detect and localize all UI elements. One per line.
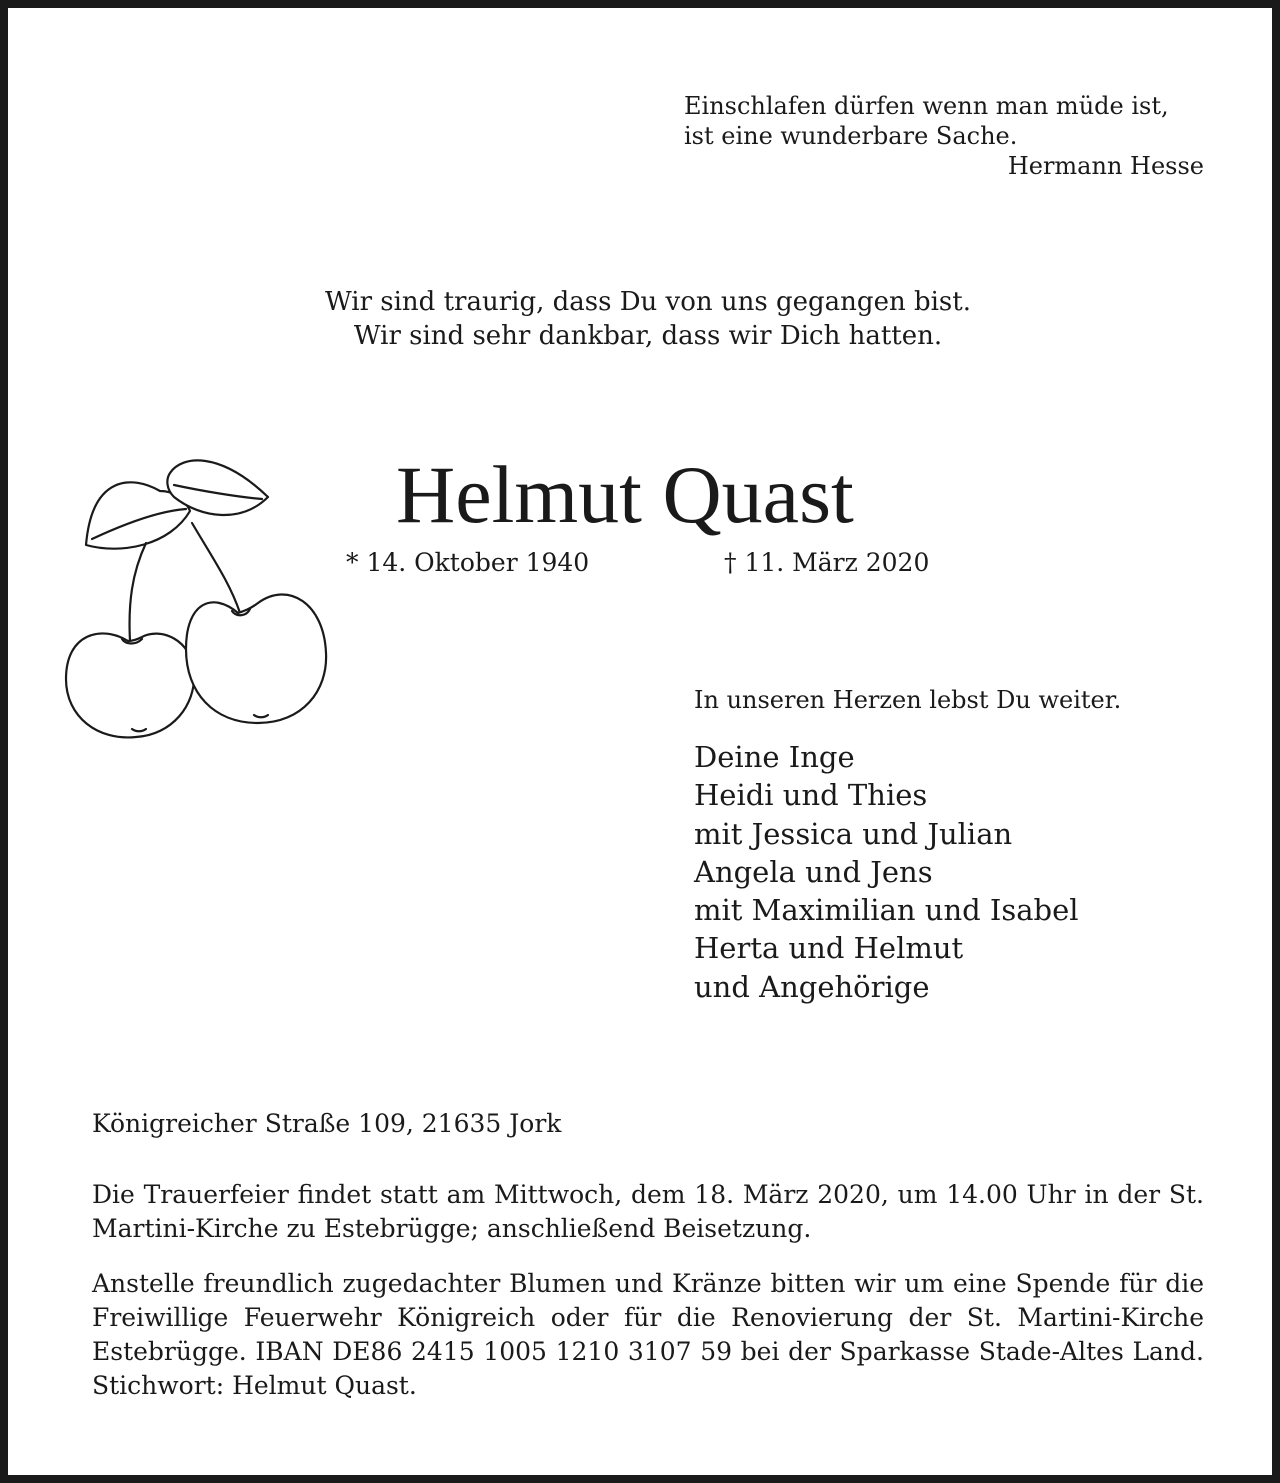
deceased-name: Helmut Quast [396,449,854,540]
funeral-notice: Die Trauerfeier findet statt am Mittwoch, dem 18. März 2020, um 14.00 Uhr in der St. Martini-Kirche zu Estebrügge; anschließend Beisetzung. [92,1180,1204,1243]
family-member: mit Maximilian und Isabel [694,893,1079,928]
family-member: Heidi und Thies [694,778,928,813]
family-member: Angela und Jens [694,854,933,889]
cherries-icon [62,453,332,743]
birth-date: * 14. Oktober 1940 [346,548,590,577]
epigraph-quote [684,91,1204,181]
tribute-line: In unseren Herzen lebst Du weiter. [694,686,1122,714]
mourning-address: Königreicher Straße 109, 21635 Jork [92,1109,562,1138]
mourning-line: Wir sind traurig, dass Du von uns gegangen bist. [324,287,971,317]
family-member: Herta und Helmut [694,931,964,966]
family-list [694,738,1214,1006]
mourning-line: Wir sind sehr dankbar, dass wir Dich hatten. [353,321,943,351]
mourning-text [8,285,1280,353]
quote-author: Hermann Hesse [1007,152,1204,180]
quote-line: Einschlafen dürfen wenn man müde ist, [684,92,1169,120]
donation-notice: Anstelle freundlich zugedachter Blumen und Kränze bitten wir um eine Spende für die Freiwillige Feuerwehr Königreich oder für die Renovierung der St. Martini-Kirche Estebrügge. IBAN DE86 2415 1005 1210 3107 59 bei der Sparkasse Stade-Altes Land. Stichwort: Helmut Quast. [92,1269,1204,1400]
death-date: † 11. März 2020 [724,548,930,577]
family-member: mit Jessica und Julian [694,816,1013,851]
family-member: Deine Inge [694,740,855,774]
family-member: und Angehörige [694,969,930,1004]
quote-line: ist eine wunderbare Sache. [684,122,1018,150]
